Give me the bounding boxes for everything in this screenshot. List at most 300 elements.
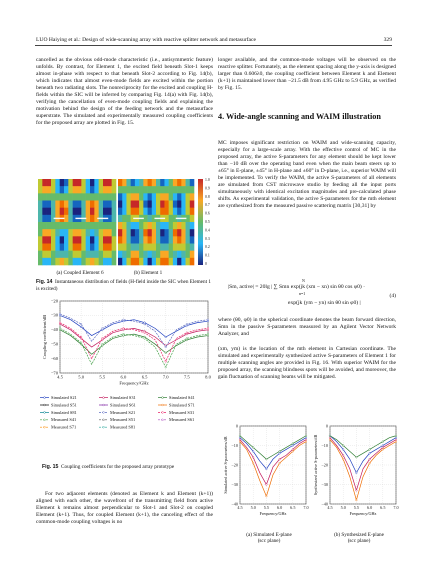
heatmap-cell bbox=[51, 193, 56, 200]
data-point bbox=[395, 435, 397, 437]
heatmap-cell bbox=[94, 229, 99, 236]
heatmap-cell bbox=[107, 236, 112, 243]
heatmap-cell bbox=[47, 229, 52, 236]
heatmap-cell bbox=[86, 236, 91, 243]
heatmap-cell bbox=[160, 258, 165, 265]
heatmap-cell bbox=[122, 179, 127, 186]
data-point bbox=[252, 451, 254, 453]
heatmap-cell bbox=[51, 258, 56, 265]
slot-marker bbox=[154, 218, 165, 219]
heatmap-cell bbox=[73, 229, 78, 236]
heatmap-cell bbox=[118, 186, 123, 193]
heatmap-cell bbox=[42, 208, 47, 215]
data-point bbox=[305, 437, 307, 439]
heatmap-cell bbox=[107, 186, 112, 193]
heatmap-cell bbox=[173, 258, 178, 265]
heatmap-cell bbox=[186, 258, 191, 265]
data-point bbox=[342, 458, 344, 460]
equation-line-1: |Sm, active| = 20lg | ∑ Smn exp(jk (xm − xn) sin θ0 cos φ0) · bbox=[228, 284, 366, 290]
data-point bbox=[342, 445, 344, 447]
heatmap-cell bbox=[94, 179, 99, 186]
page-number: 329 bbox=[383, 37, 392, 43]
y-tick-label: −20 bbox=[50, 298, 58, 304]
heatmap-cell bbox=[131, 251, 136, 258]
heatmap-cell bbox=[169, 179, 174, 186]
heatmap-cell bbox=[60, 251, 65, 258]
heatmap-cell bbox=[181, 222, 186, 229]
heatmap-cell bbox=[103, 208, 108, 215]
heatmap-cell bbox=[152, 201, 157, 208]
data-point bbox=[382, 445, 384, 447]
heatmap-cell bbox=[169, 222, 174, 229]
data-point bbox=[165, 366, 167, 368]
heatmap-cell bbox=[181, 251, 186, 258]
heatmap-cell bbox=[81, 208, 86, 215]
heatmap-cell bbox=[107, 201, 112, 208]
heatmap-cell bbox=[186, 229, 191, 236]
heatmap-cell bbox=[118, 251, 123, 258]
heatmap-cell bbox=[190, 215, 195, 222]
legend-marker bbox=[103, 412, 105, 414]
heatmap-cell bbox=[64, 208, 69, 215]
heatmap-cell bbox=[51, 201, 56, 208]
heatmap-cell bbox=[68, 215, 73, 222]
data-point bbox=[239, 435, 241, 437]
heatmap-cell bbox=[60, 186, 65, 193]
heatmap-cell bbox=[103, 186, 108, 193]
heatmap-cell bbox=[186, 251, 191, 258]
heatmap-cell bbox=[160, 201, 165, 208]
heatmap-cell bbox=[60, 258, 65, 265]
colorbar-tick-label: 0.1 bbox=[205, 253, 210, 258]
paragraph-text: MC imposes significant restriction on WAIM and wide-scanning capacity, especially for a large-scale array. With the effective control of MC in the proposed array, the active S-parameters for any element should be kept lower than −10 dB over the operating band even when the main beam steers up to ±65° in E-plane, ±45° in H-plane and ±60° in D-plane, i.e., superior WAIM will be implemented. To verify the WAIM, the active S-parameters of all elements are simulated from CST microwave studio by feeding all the input ports simultaneously with identical excitation magnitudes and pre-calculated phase shifts. As experimental validation, the active S-parameters for the mth element are synthesized from the measured passive scattering matrix [30,31] by bbox=[218, 140, 396, 210]
heatmap-cell bbox=[181, 229, 186, 236]
heatmap-cell bbox=[126, 244, 131, 251]
heatmap-cell bbox=[156, 229, 161, 236]
data-point bbox=[59, 328, 61, 330]
heatmap-cell bbox=[131, 236, 136, 243]
heatmap-cell bbox=[186, 193, 191, 200]
heatmap-cell bbox=[99, 193, 104, 200]
heatmap-cell bbox=[169, 251, 174, 258]
heatmap-cell bbox=[143, 236, 148, 243]
data-point bbox=[279, 462, 281, 464]
x-tick-label: 6.5 bbox=[380, 505, 386, 511]
heatmap-cell bbox=[68, 193, 73, 200]
heatmap-cell bbox=[177, 251, 182, 258]
data-point bbox=[356, 499, 358, 501]
heatmap-cell bbox=[160, 179, 165, 186]
x-tick-label: 6.0 bbox=[276, 505, 283, 511]
heatmap-cell bbox=[143, 208, 148, 215]
data-point bbox=[207, 333, 209, 335]
heatmap-cell bbox=[77, 244, 82, 251]
fig16-sub-b-line1: (b) Synthesized E-plane bbox=[334, 532, 384, 538]
heatmap-cell bbox=[152, 251, 157, 258]
data-point bbox=[395, 441, 397, 443]
data-point bbox=[165, 336, 167, 338]
heatmap-cell bbox=[73, 201, 78, 208]
heatmap-cell bbox=[131, 201, 136, 208]
heatmap-cell bbox=[81, 229, 86, 236]
data-point bbox=[165, 361, 167, 363]
heatmap-cell bbox=[73, 186, 78, 193]
fig15-caption-label: Fig. 15 bbox=[42, 464, 59, 470]
heatmap-cell bbox=[86, 193, 91, 200]
heatmap-cell bbox=[177, 258, 182, 265]
heatmap-cell bbox=[103, 229, 108, 236]
data-point bbox=[123, 333, 125, 335]
heatmap-cell bbox=[143, 229, 148, 236]
heatmap-cell bbox=[94, 251, 99, 258]
plot-frame bbox=[60, 301, 208, 373]
heatmap-cell bbox=[143, 186, 148, 193]
heatmap-cell bbox=[47, 244, 52, 251]
colorbar-tick-label: 0.9 bbox=[205, 186, 210, 191]
data-point bbox=[101, 343, 103, 345]
heatmap-cell bbox=[68, 186, 73, 193]
y-tick-label: −40 bbox=[231, 501, 238, 507]
heatmap-cell bbox=[64, 244, 69, 251]
heatmap-cell bbox=[90, 186, 95, 193]
heatmap-cell bbox=[112, 186, 117, 193]
heatmap-cell bbox=[47, 208, 52, 215]
data-point bbox=[342, 454, 344, 456]
heatmap-cell bbox=[126, 251, 131, 258]
legend-entry: Measured S61 bbox=[169, 417, 195, 423]
heatmap-cell bbox=[103, 201, 108, 208]
y-tick-label: −30 bbox=[50, 312, 58, 318]
heatmap-cell bbox=[181, 244, 186, 251]
heatmap-cell bbox=[126, 186, 131, 193]
heatmap-cell bbox=[177, 236, 182, 243]
heatmap-cell bbox=[160, 244, 165, 251]
heatmap-cell bbox=[68, 222, 73, 229]
heatmap-cell bbox=[86, 222, 91, 229]
data-point bbox=[252, 447, 254, 449]
data-point bbox=[207, 319, 209, 321]
heatmap-cell bbox=[118, 201, 123, 208]
heatmap-cell bbox=[68, 236, 73, 243]
heatmap-cell bbox=[112, 251, 117, 258]
heatmap-cell bbox=[38, 193, 43, 200]
heatmap-cell bbox=[86, 244, 91, 251]
x-tick-label: 5.5 bbox=[263, 505, 270, 511]
data-point bbox=[329, 437, 331, 439]
heatmap-cell bbox=[152, 193, 157, 200]
heatmap-cell bbox=[90, 208, 95, 215]
heatmap-cell bbox=[77, 208, 82, 215]
heatmap-cell bbox=[148, 244, 153, 251]
heatmap-cell bbox=[60, 244, 65, 251]
heatmap-cell bbox=[177, 208, 182, 215]
heatmap-cell bbox=[81, 186, 86, 193]
data-point bbox=[252, 456, 254, 458]
heatmap-cell bbox=[173, 208, 178, 215]
data-point bbox=[329, 439, 331, 441]
data-point bbox=[279, 453, 281, 455]
legend-marker bbox=[44, 412, 46, 414]
slot-marker bbox=[75, 218, 86, 219]
data-point bbox=[101, 328, 103, 330]
heatmap-cell bbox=[177, 229, 182, 236]
heatmap-cell bbox=[42, 229, 47, 236]
heatmap-cell bbox=[55, 179, 60, 186]
data-point bbox=[186, 323, 188, 325]
running-header: LUO Haiying et al.: Design of wide-scanning array with reactive splitter network and metasurface bbox=[36, 37, 256, 43]
heatmap-cell bbox=[55, 222, 60, 229]
data-point bbox=[292, 451, 294, 453]
heatmap-cell bbox=[122, 236, 127, 243]
heatmap-cell bbox=[51, 229, 56, 236]
heatmap-cell bbox=[118, 244, 123, 251]
colorbar-labels bbox=[205, 178, 210, 266]
heatmap-cell bbox=[135, 186, 140, 193]
paragraph-text: longer available, and the common-mode voltages will be observed on the reactive splitter. Fortunately, as the element spacing along the y-axis is designed larger than 0.606λ0, the coupling coefficient between Element k and Element (k+1) is maintained lower than −21.5 dB from 4.95 GHz to 5.9 GHz, as verified by Fig. 15. bbox=[218, 57, 396, 92]
heatmap-cell bbox=[126, 179, 131, 186]
x-tick-label: 5.0 bbox=[78, 374, 85, 380]
data-point bbox=[382, 449, 384, 451]
heatmap-cell bbox=[143, 258, 148, 265]
heatmap-cell bbox=[139, 244, 144, 251]
heatmap-cell bbox=[64, 215, 69, 222]
legend-marker bbox=[162, 419, 164, 421]
heatmap-cell bbox=[186, 244, 191, 251]
heatmap-cell bbox=[152, 244, 157, 251]
legend-entry: Simulated S21 bbox=[51, 395, 77, 400]
legend-marker bbox=[103, 397, 105, 399]
equation-number: (4) bbox=[389, 293, 396, 299]
fig16-sub-b bbox=[316, 532, 402, 544]
heatmap-cell bbox=[186, 236, 191, 243]
data-point bbox=[292, 445, 294, 447]
heatmap-cell bbox=[94, 208, 99, 215]
heatmap-cell bbox=[122, 244, 127, 251]
heatmap-cell bbox=[38, 186, 43, 193]
legend-marker bbox=[103, 404, 105, 406]
y-tick-label: −40 bbox=[50, 327, 58, 333]
heatmap-cell bbox=[94, 193, 99, 200]
heatmap-cell bbox=[181, 193, 186, 200]
heatmap-cell bbox=[107, 179, 112, 186]
heatmap-cell bbox=[103, 222, 108, 229]
data-point bbox=[165, 352, 167, 354]
data-point bbox=[292, 449, 294, 451]
fig15-caption bbox=[42, 464, 216, 471]
y-tick-label: −10 bbox=[231, 442, 238, 448]
heatmap-cell bbox=[77, 236, 82, 243]
heatmap-cell bbox=[156, 179, 161, 186]
heatmap-cell bbox=[173, 229, 178, 236]
heatmap-cell bbox=[77, 222, 82, 229]
heatmap-cell bbox=[131, 222, 136, 229]
slot-marker bbox=[133, 218, 144, 219]
data-point bbox=[356, 490, 358, 492]
heatmap-cell bbox=[148, 201, 153, 208]
heatmap-cell bbox=[152, 208, 157, 215]
data-point bbox=[239, 439, 241, 441]
heatmap-cell bbox=[152, 186, 157, 193]
heatmap-cell bbox=[64, 186, 69, 193]
x-tick-label: 6.0 bbox=[366, 505, 373, 511]
data-point bbox=[266, 458, 268, 460]
fig15-panel bbox=[36, 297, 216, 447]
heatmap-cell bbox=[51, 179, 56, 186]
section-heading: 4. Wide-angle scanning and WAIM illustration bbox=[218, 112, 381, 121]
heatmap-cell bbox=[190, 258, 195, 265]
heatmap-cell bbox=[122, 215, 127, 222]
heatmap-cell bbox=[55, 236, 60, 243]
heatmap-cell bbox=[112, 222, 117, 229]
heatmap-cell bbox=[73, 179, 78, 186]
data-point bbox=[279, 451, 281, 453]
heatmap-cell bbox=[156, 258, 161, 265]
heatmap-cell bbox=[64, 258, 69, 265]
heatmap-cell bbox=[164, 179, 169, 186]
fig14-caption bbox=[36, 279, 214, 292]
heatmap-cell bbox=[143, 215, 148, 222]
heatmap-cell bbox=[55, 186, 60, 193]
heatmap-cell bbox=[164, 258, 169, 265]
heatmap-cell bbox=[169, 193, 174, 200]
heatmap-cell bbox=[181, 236, 186, 243]
heatmap-cell bbox=[148, 251, 153, 258]
legend-marker bbox=[162, 404, 164, 406]
heatmap-cell bbox=[139, 186, 144, 193]
heatmap-cell bbox=[99, 236, 104, 243]
heatmap-cell bbox=[169, 186, 174, 193]
heatmap-cell bbox=[126, 258, 131, 265]
heatmap-cell bbox=[73, 222, 78, 229]
heatmap-cell bbox=[126, 236, 131, 243]
fig16-panel-b bbox=[310, 420, 402, 530]
data-point bbox=[59, 322, 61, 324]
heatmap-cell bbox=[177, 201, 182, 208]
heatmap-cell bbox=[38, 244, 43, 251]
fig16b-chart bbox=[310, 420, 402, 530]
heatmap-cell bbox=[42, 258, 47, 265]
heatmap-cell bbox=[94, 222, 99, 229]
heatmap-cell bbox=[190, 179, 195, 186]
paragraph-text: cancelled as the obvious odd-mode characteristic (i.e., antisymmetric feature) unfolds. By contrast, for Element 1, the excited field beneath Slot-1 keeps almost in-phase with respect to that beneath Slot-2 according to Fig. 14(b), which indicates that almost even-mode fields are excited within the portion beneath two radiating slots. The nonreciprocity for the excited and coupling H-fields within the SIC will be inferred by comparing Fig. 14(a) with Fig. 14(b), verifying the cancellation of even-mode coupling fields and explaining the motivation behind the design of the feeding network and the metasurface superstrate. The simulated and experimentally measured coupling coefficients for the proposed array are plotted in Fig. 15. bbox=[36, 57, 213, 127]
heatmap-cell bbox=[55, 229, 60, 236]
heatmap-cell bbox=[68, 244, 73, 251]
heatmap-cell bbox=[47, 258, 52, 265]
y-tick-label: −20 bbox=[231, 462, 238, 468]
heatmap-cell bbox=[181, 201, 186, 208]
heatmap-cell bbox=[90, 222, 95, 229]
heatmap-cell bbox=[169, 215, 174, 222]
data-point bbox=[369, 458, 371, 460]
heatmap-cell bbox=[122, 193, 127, 200]
heatmap-cell bbox=[55, 193, 60, 200]
heatmap-cell bbox=[42, 251, 47, 258]
x-tick-label: 4.5 bbox=[327, 505, 333, 511]
fig16-sub-a-line2: (scc plane) bbox=[257, 538, 281, 544]
heatmap-cell bbox=[38, 208, 43, 215]
heatmap-cell bbox=[118, 179, 123, 186]
heatmap-cell bbox=[42, 215, 47, 222]
heatmap-cell bbox=[51, 186, 56, 193]
heatmap-cell bbox=[99, 186, 104, 193]
fig14-sub-b: (b) Element 1 bbox=[133, 270, 163, 276]
heatmap-cell bbox=[51, 208, 56, 215]
heatmap-cell bbox=[122, 258, 127, 265]
heatmap-cell bbox=[152, 222, 157, 229]
heatmap-cell bbox=[64, 222, 69, 229]
heatmap-cell bbox=[68, 251, 73, 258]
heatmap-cell bbox=[156, 193, 161, 200]
heatmap-cell bbox=[139, 193, 144, 200]
heatmap-cell bbox=[156, 222, 161, 229]
heatmap-cell bbox=[47, 215, 52, 222]
fig16a-chart bbox=[220, 420, 312, 530]
heatmap-cell bbox=[164, 236, 169, 243]
heatmap-cell bbox=[51, 251, 56, 258]
legend-marker bbox=[44, 426, 46, 428]
heatmap-cell bbox=[86, 179, 91, 186]
heatmap-cell bbox=[169, 208, 174, 215]
heatmap-cell bbox=[103, 258, 108, 265]
data-point bbox=[382, 447, 384, 449]
heatmap-cell bbox=[90, 251, 95, 258]
legend-entry: Simulated S41 bbox=[169, 395, 195, 400]
heatmap-cell bbox=[143, 244, 148, 251]
heatmap-cell bbox=[190, 236, 195, 243]
heatmap-cell bbox=[156, 251, 161, 258]
heatmap-cell bbox=[143, 179, 148, 186]
heatmap-cell bbox=[103, 251, 108, 258]
x-tick-label: 6.5 bbox=[290, 505, 296, 511]
x-tick-label: 7.0 bbox=[393, 505, 399, 511]
heatmap-cell bbox=[143, 251, 148, 258]
heatmap-cell bbox=[77, 251, 82, 258]
heatmap-cell bbox=[169, 258, 174, 265]
heatmap-cell bbox=[139, 251, 144, 258]
heatmap-cell bbox=[164, 222, 169, 229]
legend-marker bbox=[44, 404, 46, 406]
left-column-bottom-paragraph bbox=[36, 491, 213, 526]
fig15-caption-text: Coupling coefficients for the proposed array prototype bbox=[61, 464, 175, 470]
heatmap-cell bbox=[164, 244, 169, 251]
heatmap-cell bbox=[90, 193, 95, 200]
heatmap-cell bbox=[148, 229, 153, 236]
heatmap-cell bbox=[38, 229, 43, 236]
heatmap-cell bbox=[107, 258, 112, 265]
legend-entry: Simulated S81 bbox=[51, 409, 77, 415]
heatmap-cell bbox=[86, 251, 91, 258]
paragraph-text: where (θ0, φ0) in the spherical coordinate denotes the beam forward direction, Smn in the passive S-parameters measured by an Agilent Vector Network Analyzer, and bbox=[218, 317, 396, 338]
heatmap-cell bbox=[139, 222, 144, 229]
x-tick-label: 7.0 bbox=[303, 505, 309, 511]
legend-entry: Measured S31 bbox=[169, 409, 195, 415]
legend-entry: Measured S21 bbox=[110, 409, 136, 415]
heatmap-cell bbox=[190, 208, 195, 215]
heatmap-cell bbox=[118, 208, 123, 215]
heatmap-cell bbox=[60, 222, 65, 229]
heatmap-cell bbox=[77, 229, 82, 236]
x-axis-label: Frequency/GHz bbox=[349, 510, 377, 516]
heatmap-cell bbox=[73, 244, 78, 251]
y-tick-label: −40 bbox=[321, 501, 328, 507]
fig14-heatmaps bbox=[38, 177, 214, 267]
heatmap-cell bbox=[38, 251, 43, 258]
heatmap-cell bbox=[190, 229, 195, 236]
heatmap-cell bbox=[81, 244, 86, 251]
heatmap-cell bbox=[81, 258, 86, 265]
heatmap-cell bbox=[135, 236, 140, 243]
heatmap-cell bbox=[77, 201, 82, 208]
